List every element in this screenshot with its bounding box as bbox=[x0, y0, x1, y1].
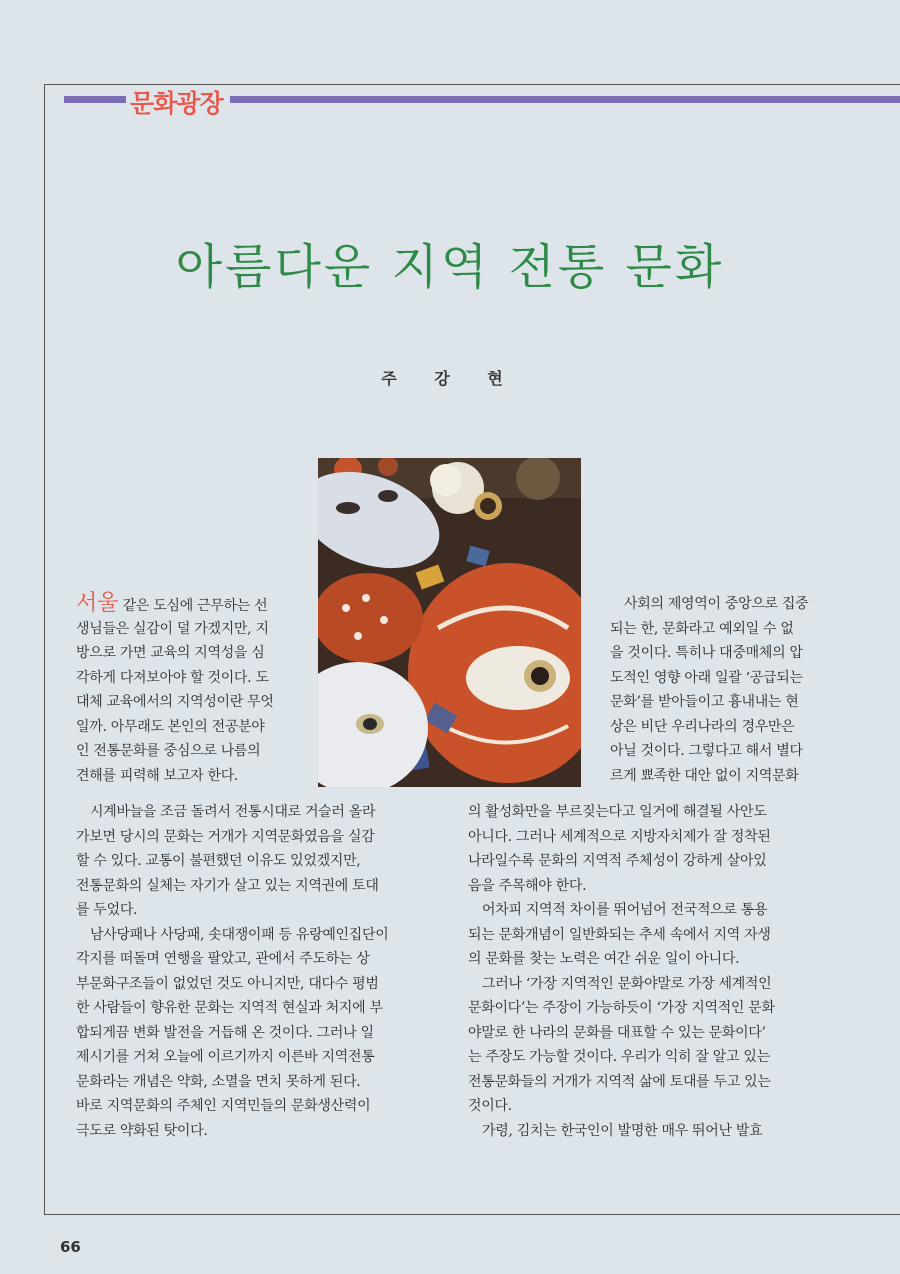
text-line: 을 것이다. 특히나 대중매체의 압 bbox=[610, 645, 803, 661]
text-line: 음을 주목해야 한다. bbox=[468, 877, 587, 894]
text-line: 남사당패나 사당패, 솟대쟁이패 등 유랑예인집단이 bbox=[90, 926, 389, 943]
masks-photo bbox=[318, 458, 581, 787]
text-line: 부문화구조들이 없었던 것도 아니지만, 대다수 평범 bbox=[76, 975, 379, 992]
text-line: 일까. 아무래도 본인의 전공분야 bbox=[76, 718, 265, 735]
text-line: 시계바늘을 조금 돌려서 전통시대로 거슬러 올라 bbox=[90, 804, 376, 820]
header-bar-right bbox=[230, 96, 900, 103]
text-line: 극도로 약화된 탓이다. bbox=[76, 1122, 208, 1139]
text-line: 야말로 한 나라의 문화를 대표할 수 있는 문화이다’ bbox=[468, 1024, 766, 1041]
text-line: 는 주장도 가능할 것이다. 우리가 익히 잘 알고 있는 bbox=[468, 1049, 770, 1065]
text-line: 사회의 제영역이 중앙으로 집중 bbox=[624, 596, 809, 612]
text-line: 방으로 가면 교육의 지역성을 심 bbox=[76, 645, 265, 661]
section-label: 문화광장 bbox=[130, 89, 223, 118]
text-line: 의 활성화만을 부르짖는다고 일거에 해결될 사안도 bbox=[468, 804, 767, 820]
text-line: 문화라는 개념은 약화, 소멸을 면치 못하게 된다. bbox=[76, 1073, 361, 1090]
text-line: 제시기를 거쳐 오늘에 이르기까지 이른바 지역전통 bbox=[76, 1049, 375, 1065]
text-line: 상은 비단 우리나라의 경우만은 bbox=[610, 718, 795, 735]
text-right-bottom bbox=[468, 800, 775, 1143]
text-line: 바로 지역문화의 주체인 지역민들의 문화생산력이 bbox=[76, 1098, 371, 1114]
text-line bbox=[76, 592, 274, 617]
text-line: 되는 한, 문화라고 예외일 수 없 bbox=[610, 620, 794, 637]
text-line: 각하게 다져보아야 할 것이다. 도 bbox=[76, 669, 269, 686]
text-line: 를 두었다. bbox=[76, 902, 138, 918]
text-line: 가보면 당시의 문화는 거개가 지역문화였음을 실감 bbox=[76, 828, 375, 845]
text-line: 어차피 지역적 차이를 뛰어넘어 전국적으로 통용 bbox=[482, 902, 768, 918]
text-line: 의 문화를 찾는 노력은 여간 쉬운 일이 아니다. bbox=[468, 951, 740, 967]
page-number: 66 bbox=[60, 1238, 81, 1256]
dropcap: 서울 bbox=[76, 591, 119, 616]
frame-rule-top bbox=[44, 84, 900, 85]
text-line: 한 사람들이 향유한 문화는 지역적 현실과 처지에 부 bbox=[76, 1000, 383, 1016]
text-line: 전통문화들의 거개가 지역적 삶에 토대를 두고 있는 bbox=[468, 1073, 771, 1090]
text-line: 각지를 떠돌며 연행을 팔았고, 관에서 주도하는 상 bbox=[76, 951, 370, 967]
text-right-top bbox=[610, 592, 808, 788]
text-line: 나라일수록 문화의 지역적 주체성이 강하게 살아있 bbox=[468, 853, 767, 869]
text-line: 인 전통문화를 중심으로 나름의 bbox=[76, 743, 261, 759]
text-line: 문화’를 받아들이고 흉내내는 현 bbox=[610, 694, 799, 710]
text-line: 아니다. 그러나 세계적으로 지방자치제가 잘 정착된 bbox=[468, 828, 771, 845]
text-line: 르게 뾰족한 대안 없이 지역문화 bbox=[610, 767, 799, 784]
text-line: 되는 문화개념이 일반화되는 추세 속에서 지역 자생 bbox=[468, 926, 771, 943]
text-left-top bbox=[76, 592, 274, 788]
text-line: 도적인 영향 아래 일괄 ‘공급되는 bbox=[610, 669, 803, 686]
text-line: 아닐 것이다. 그렇다고 해서 별다 bbox=[610, 743, 803, 759]
text-line: 견해를 피력해 보고자 한다. bbox=[76, 767, 239, 784]
frame-rule-bottom bbox=[44, 1214, 900, 1215]
text-line: 그러나 ‘가장 지역적인 문화야말로 가장 세계적인 bbox=[482, 975, 772, 992]
text-line: 합되게끔 변화 발전을 거듭해 온 것이다. 그러나 일 bbox=[76, 1024, 374, 1041]
text-line: 생님들은 실감이 덜 가겠지만, 지 bbox=[76, 620, 269, 637]
text-line: 것이다. bbox=[468, 1098, 512, 1114]
text-line: 문화이다’는 주장이 가능하듯이 ‘가장 지역적인 문화 bbox=[468, 1000, 775, 1016]
text-line: 대체 교육에서의 지역성이란 무엇 bbox=[76, 694, 274, 710]
article-title: 아름다운 지역 전통 문화 bbox=[175, 239, 725, 295]
masks-illustration bbox=[318, 458, 581, 787]
text-left-bottom bbox=[76, 800, 388, 1143]
header-bar-left bbox=[64, 96, 126, 103]
text-line: 전통문화의 실체는 자기가 살고 있는 지역권에 토대 bbox=[76, 877, 379, 894]
text-line: 할 수 있다. 교통이 불편했던 이유도 있었겠지만, bbox=[76, 853, 361, 869]
article-author: 주 강 현 bbox=[381, 369, 519, 388]
text-line-content: 같은 도심에 근무하는 선 bbox=[118, 598, 268, 614]
text-line: 가령, 김치는 한국인이 발명한 매우 뛰어난 발효 bbox=[482, 1122, 763, 1139]
